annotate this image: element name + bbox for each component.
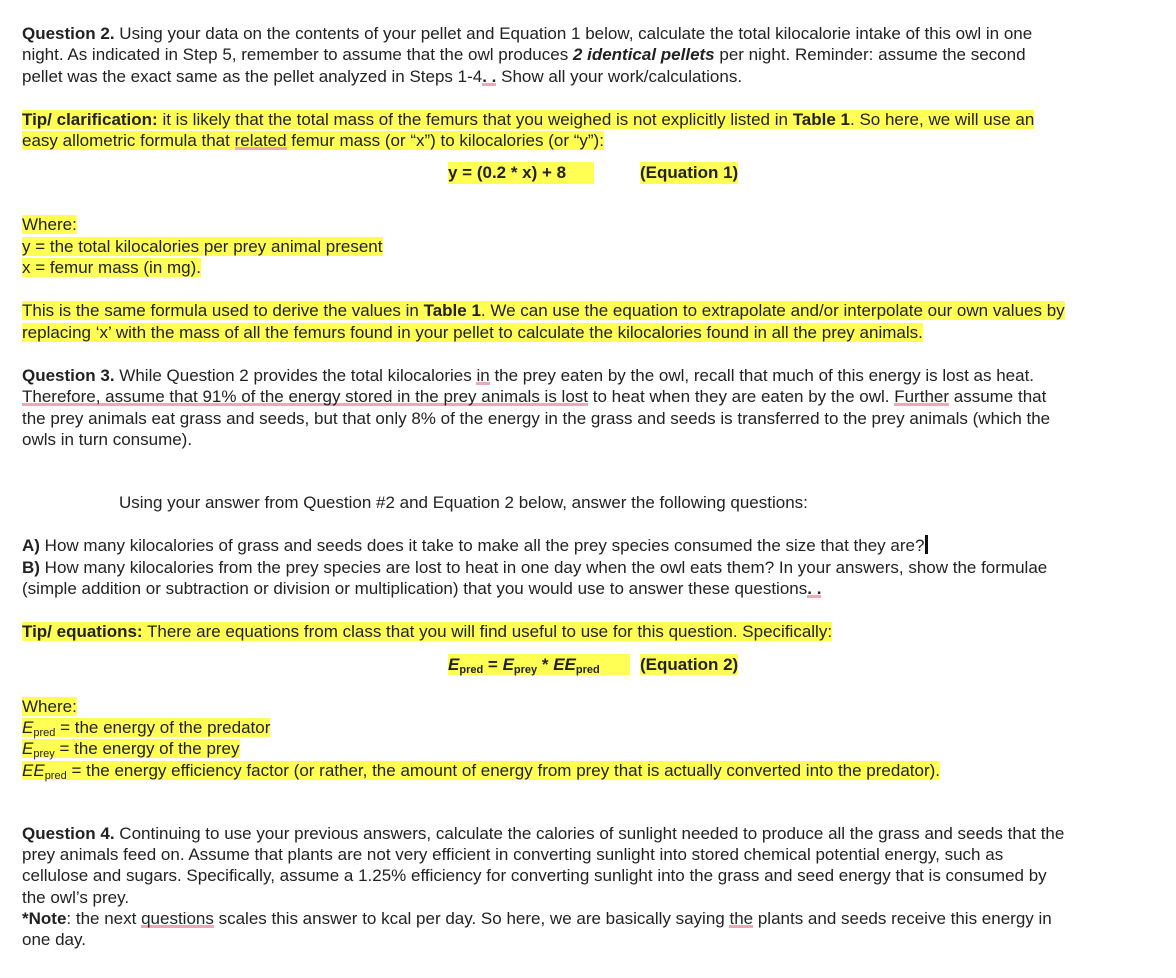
question-3: Question 3. While Question 2 provides the total kilocalories in the prey eaten by the owl, recall that much of this energy is lost as heat. Therefore, assume that 91% of the energy stored in the prey animals is lost to heat when they are eaten by the owl. Further assume that the prey animals eat grass and seeds, but that only 8% of the energy in the grass and seeds is transferred to the prey animals (which the owls in turn consume). xyxy=(22,365,1051,449)
spellcheck-dots: . . xyxy=(482,66,497,86)
using-answer-line: Using your answer from Question #2 and Equation 2 below, answer the following questions: xyxy=(119,493,808,513)
grammar-flag-therefore: Therefore, assume that 91% of the energy stored in the prey animals is lost xyxy=(22,387,589,407)
question-4: Question 4. Continuing to use your previous answers, calculate the calories of sunlight needed to produce all the grass and seeds that the prey animals feed on. Assume that plants are not very efficient in converting sunlight into stored chemical potential energy, such as cellulose and sugars. Specifically, assume a 1.25% efficiency for converting sunlight into the grass and seed energy that is consumed by the owl’s prey. *Note: the next questions scales this answer to kcal per day. So here, we are basically saying the plants and seeds receive this energy in one day. xyxy=(22,823,1065,950)
question-2-label: Question 2. xyxy=(22,24,115,43)
tip-clarification: Tip/ clarification: it is likely that the total mass of the femurs that you weighed is not explicitly listed in Table 1. So here, we will use an easy allometric formula that related femur mass (or “x”) to kilocalories (or “y”): xyxy=(22,109,1035,151)
where-2: Where: $E_{pred}$ = the energy of the predator $E_{prey}$ = the energy of the prey $EE_{pred}$ = the energy efficiency factor (or rather, the amount of energy from prey that is actually converted into the predator). xyxy=(22,696,941,782)
equation-2: $E_{pred} = E_{prey} * EE_{pred}$ (Equation 2) xyxy=(448,654,739,676)
same-formula-paragraph: This is the same formula used to derive the values in Table 1. We can use the equation to extrapolate and/or interpolate our own values by replacing ‘x’ with the mass of all the femurs found in your pellet to calculate the kilocalories found in all the prey animals. xyxy=(22,301,1065,342)
question-2: Question 2. Using your data on the contents of your pellet and Equation 1 below, calculate the total kilocalorie intake of this owl in one night. As indicated in Step 5, remember to assume that the owl produces 2 identical pellets per night. Reminder: assume the second pellet was the exact same as the pellet analyzed in Steps 1-4. . Show all your work/calculations. xyxy=(22,24,1033,86)
equation-1: y = (0.2 * x) + 8 (Equation 1) xyxy=(448,163,739,183)
where-1: Where: y = the total kilocalories per prey animal present x = femur mass (in mg). xyxy=(22,215,383,278)
grammar-flag-related: related xyxy=(234,131,287,151)
questions-a-b: A) How many kilocalories of grass and seeds does it take to make all the prey species consumed the size that they are? B) How many kilocalories from the prey species are lost to heat in one day when the owl eats them? In your answers, show the formulae (simple addition or subtraction or division or multiplication) that you would use to answer these questions. . xyxy=(22,536,1048,599)
tip-equations: Tip/ equations: There are equations from class that you will find useful to use for this question. Specifically: xyxy=(22,622,833,642)
text-cursor[interactable] xyxy=(925,535,928,554)
identical-pellets: 2 identical pellets xyxy=(572,45,715,65)
document-body xyxy=(22,23,1172,951)
